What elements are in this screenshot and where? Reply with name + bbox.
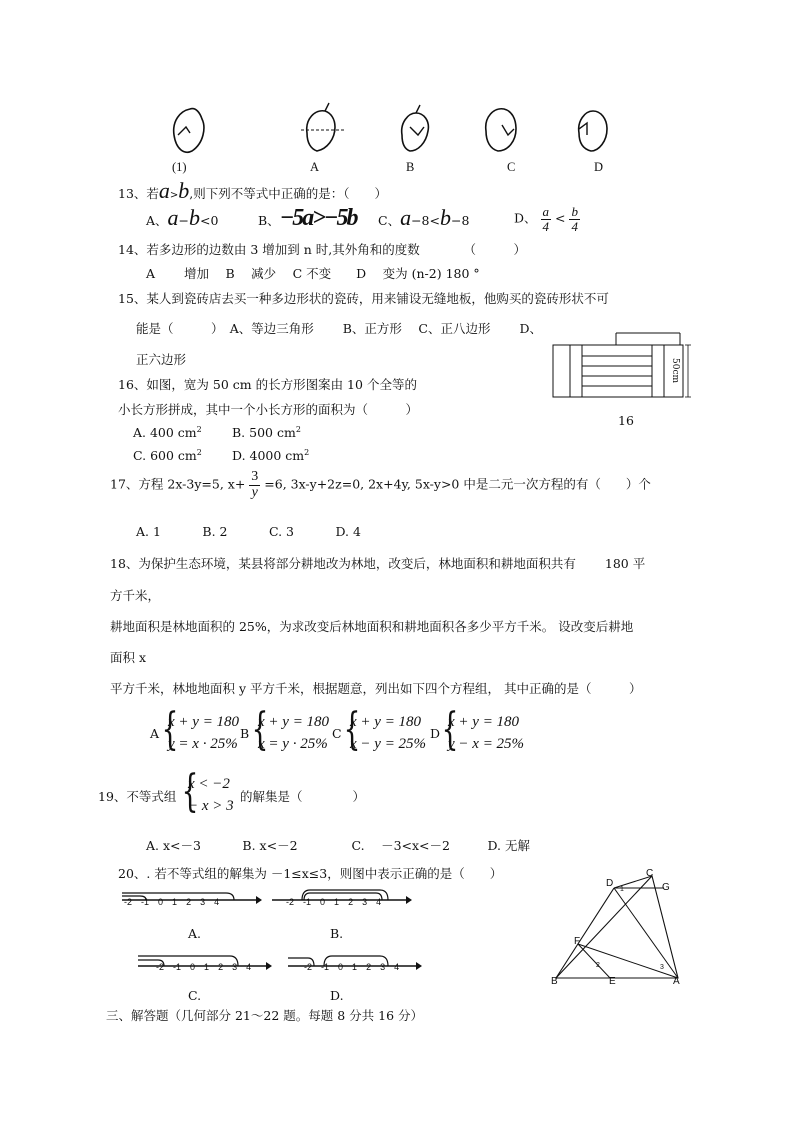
angle-1-label: 1: [620, 886, 624, 893]
choice-label-d: D.: [330, 988, 344, 1003]
q14-stem: 14、若多边形的边数由 3 增加到 n 时,其外角和的度数 （ ）: [118, 242, 527, 257]
vertex-f-label: F: [574, 936, 581, 947]
brace-symbol: {: [441, 704, 459, 755]
number-line-d-ticks: -2 -1 0 1 2 3 4: [304, 962, 400, 972]
q16-option-b: B. 500 $cm^2$: [232, 425, 301, 441]
equation: x + y = 180: [168, 714, 240, 730]
leaf-figures: [150, 100, 630, 162]
system-label: A: [150, 726, 160, 741]
figure-label-b: B: [406, 160, 415, 174]
q17-stem: 17、方程 2x-3y=5, x+ $\frac{3}{y}$ =6, 3x-y+2z=0, 2x+4y, 5x-y>0 中是二元一次方程的有（ ）个: [110, 469, 651, 500]
rectangle-width-label: 50cm: [670, 358, 680, 384]
q13-option-d: D、 $\frac{a}{4}$ < $\frac{b}{4}$: [514, 204, 578, 234]
q18-line-1: 18、为保护生态环境，某县将部分耕地改为林地，改变后，林地面积和耕地面积共有 180 平: [110, 556, 646, 571]
figure-label-c: C: [507, 160, 516, 174]
q19-stem-post: 的解集是（ ）: [240, 789, 366, 804]
q16-option-a: A. 400 $cm^2$: [133, 425, 202, 441]
q16-option-d: D. 4000 $cm^2$: [232, 448, 310, 464]
equation: x + y = 180: [350, 714, 422, 730]
q17-options: A. 1 B. 2 C. 3 D. 4: [136, 524, 361, 539]
q19-options: A. x<－3 B. x<－2 C. －3<x<－2 D. 无解: [146, 838, 530, 853]
equation: y − x = 25%: [448, 736, 525, 752]
vertex-c-label: C: [646, 868, 654, 879]
section-3-heading: 三、解答题（几何部分 21～22 题。每题 8 分共 16 分）: [106, 1008, 424, 1023]
leaf-figure-d: [579, 111, 607, 151]
system-label: D: [430, 726, 441, 741]
q20-stem: 20、. 若不等式组的解集为 －1≤x≤3，则图中表示正确的是（ ）: [118, 866, 503, 881]
figure-label-a: A: [310, 160, 320, 174]
system-label: C: [332, 726, 342, 741]
q16-line-2: 小长方形拼成，其中一个小长方形的面积为（ ）: [118, 402, 419, 417]
vertex-b-label: B: [551, 976, 558, 987]
brace-symbol: {: [343, 704, 361, 755]
q18-line-4: 面积 x: [110, 650, 147, 665]
q13-option-c: C、a−8<b−8: [378, 205, 470, 230]
q18-line-5: 平方千米，林地地面积 y 平方千米，根据题意，列出如下四个方程组， 其中正确的是（ ）: [110, 681, 642, 696]
q15-line-2: 能是（ ） A、等边三角形 B、正方形 C、正八边形 D、: [136, 321, 542, 336]
vertex-g-label: G: [662, 882, 670, 893]
vertex-a-label: A: [673, 976, 680, 987]
q16-option-c: C. 600 $cm^2$: [133, 448, 202, 464]
leaf-figure-b: [402, 105, 429, 151]
brace-symbol: {: [181, 766, 199, 817]
equation: x − y = 25%: [350, 736, 427, 752]
angle-2-label: 2: [596, 962, 600, 969]
system-label: B: [240, 726, 250, 741]
angle-3-label: 3: [660, 964, 664, 971]
brace-symbol: {: [251, 704, 269, 755]
equation: x + y = 180: [258, 714, 330, 730]
q14-options: A 增加 B 减少 C 不变 D 变为 (n-2) 180 °: [146, 266, 480, 281]
fraction-a-over-4: $\frac{a}{4}$: [542, 204, 550, 234]
equation: x + y = 180: [448, 714, 520, 730]
choice-label-b: B.: [330, 926, 344, 941]
choice-label-a: A.: [188, 926, 202, 941]
equation: x = y · 25%: [258, 736, 328, 752]
choice-label-c: C.: [188, 988, 202, 1003]
equation: − x > 3: [188, 798, 234, 814]
number-line-c-ticks: -2 -1 0 1 2 3 4: [156, 962, 252, 972]
leaf-figure-a: [301, 103, 345, 151]
q13-option-a: A、a−b<0: [146, 205, 219, 230]
q15-line-3: 正六边形: [136, 352, 187, 367]
q13-stem: 13、若a>b,则下列不等式中正确的是：（ ）: [118, 178, 388, 203]
brace-symbol: {: [161, 704, 179, 755]
equation: y = x · 25%: [168, 736, 238, 752]
vertex-d-label: D: [606, 878, 614, 889]
q16-line-1: 16、如图，宽为 50 cm 的长方形图案由 10 个全等的: [118, 377, 417, 392]
number-line-b-ticks: -2 -1 0 1 2 3 4: [286, 897, 382, 907]
figure-label-d: D: [594, 160, 604, 174]
q13-option-b: B、−5a>−5b: [258, 205, 357, 231]
q18-line-2: 方千米，: [110, 588, 161, 603]
fraction-b-over-4: $\frac{b}{4}$: [571, 204, 578, 234]
leaf-figure-1: [174, 109, 204, 153]
equation: x < −2: [188, 776, 230, 792]
fraction-3-over-y: $\frac{3}{y}$: [251, 469, 259, 500]
q19-stem-pre: 19、不等式组: [98, 789, 177, 804]
vertex-e-label: E: [609, 976, 616, 987]
q18-line-3: 耕地面积是林地面积的 25%，为求改变后林地面积和耕地面积各多少平方千米。 设改变后耕地: [110, 619, 634, 634]
q15-line-1: 15、某人到瓷砖店去买一种多边形状的瓷砖，用来铺设无缝地板，他购买的瓷砖形状不可: [118, 291, 609, 306]
figure-number-16: 16: [618, 413, 634, 428]
leaf-figure-c: [486, 109, 516, 151]
number-line-a-ticks: -2 -1 0 1 2 3 4: [124, 897, 220, 907]
figure-label-1: (1): [172, 160, 187, 174]
